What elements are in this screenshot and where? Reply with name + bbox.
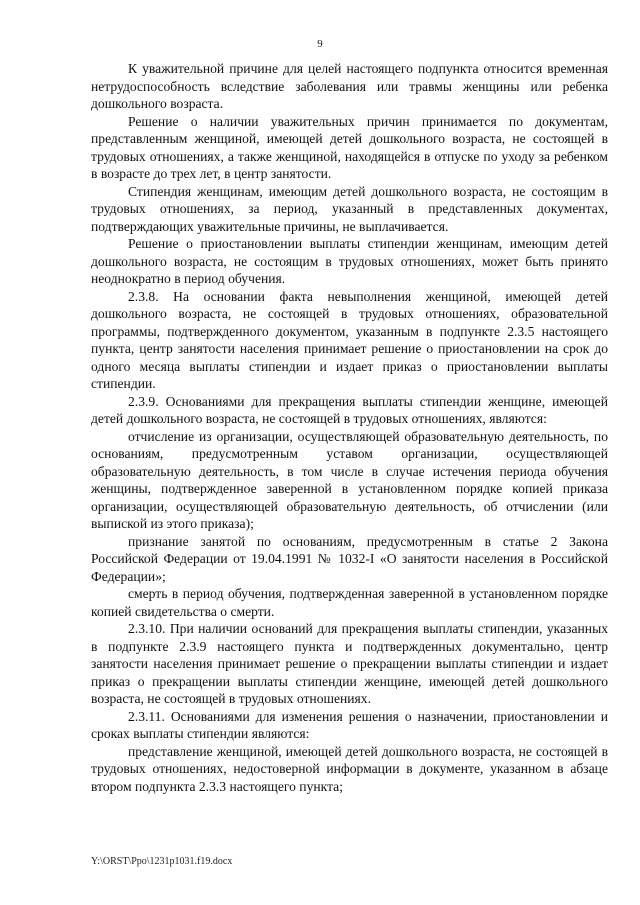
paragraph-false-information: представление женщиной, имеющей детей дошкольного возраста, не состоящей в трудовых отношениях, недостоверной информации в документе, указанном в абзаце втором подпункта 2.3.3 настоящего пункта; <box>91 743 608 794</box>
paragraph-2-3-9: 2.3.9. Основаниями для прекращения выплаты стипендии женщине, имеющей детей дошкольного возраста, не состоящей в трудовых отношениях, являются: <box>91 393 608 426</box>
paragraph-valid-reason: К уважительной причине для целей настоящего подпункта относится временная нетрудоспособность вследствие заболевания или травмы женщины или ребенка дошкольного возраста. <box>91 61 608 111</box>
paragraph-stipend-not-paid: Стипендия женщинам, имеющим детей дошкольного возраста, не состоящим в трудовых отношениях, за период, указанный в представленных документах, подтверждающих уважительные причины, не выплачивается. <box>91 183 608 234</box>
paragraph-suspension-repeated: Решение о приостановлении выплаты стипендии женщинам, имеющим детей дошкольного возраста, не состоящим в трудовых отношениях, может быть принято неоднократно в период обучения. <box>91 236 608 286</box>
paragraph-2-3-11: 2.3.11. Основаниями для изменения решения о назначении, приостановлении и сроках выплаты стипендии являются: <box>91 708 608 741</box>
paragraph-expulsion: отчисление из организации, осуществляющей образовательную деятельность, по основаниям, предусмотренным уставом организации, осуществляющей образовательную деятельность, в том числе в случае истечения периода обучения женщины, подтвержденное заверенной в установленном порядке копией приказа организации, осуществляющей образовательную деятельность, об отчислении (или выпиской из этого приказа); <box>91 428 608 531</box>
page-number: 9 <box>317 38 323 50</box>
paragraph-employment-recognition: признание занятой по основаниям, предусмотренным в статье 2 Закона Российской Федерации от 19.04.1991 № 1032-I «О занятости населения в Российской Федерации»; <box>91 533 608 584</box>
paragraph-death: смерть в период обучения, подтвержденная заверенной в установленном порядке копией свидетельства о смерти. <box>91 586 608 619</box>
footer-file-path: Y:\ORST\Ppo\1231p1031.f19.docx <box>91 856 233 867</box>
paragraph-2-3-8: 2.3.8. На основании факта невыполнения женщиной, имеющей детей дошкольного возраста, не состоящей в трудовых отношениях, образовательной программы, подтвержденного документом, указанным в подпункте 2.3.5 настоящего пункта, центр занятости населения принимает решение о приостановлении на срок до одного месяца выплаты стипендии и издает приказ о приостановлении выплаты стипендии. <box>91 288 608 391</box>
paragraph-2-3-10: 2.3.10. При наличии оснований для прекращения выплаты стипендии, указанных в подпункте 2.3.9 настоящего пункта и подтвержденных документально, центр занятости населения принимает решение о прекращении выплаты стипендии и издает приказ о прекращении выплаты стипендии женщине, имеющей детей дошкольного возраста, не состоящей в трудовых отношениях. <box>91 621 608 706</box>
paragraph-decision-documents: Решение о наличии уважительных причин принимается по документам, представленным женщиной, имеющей детей дошкольного возраста, не состоящей в трудовых отношениях, а также женщиной, находящейся в отпуске по уходу за ребенком в возрасте до трех лет, в центр занятости. <box>91 113 608 181</box>
document-body <box>91 60 608 795</box>
